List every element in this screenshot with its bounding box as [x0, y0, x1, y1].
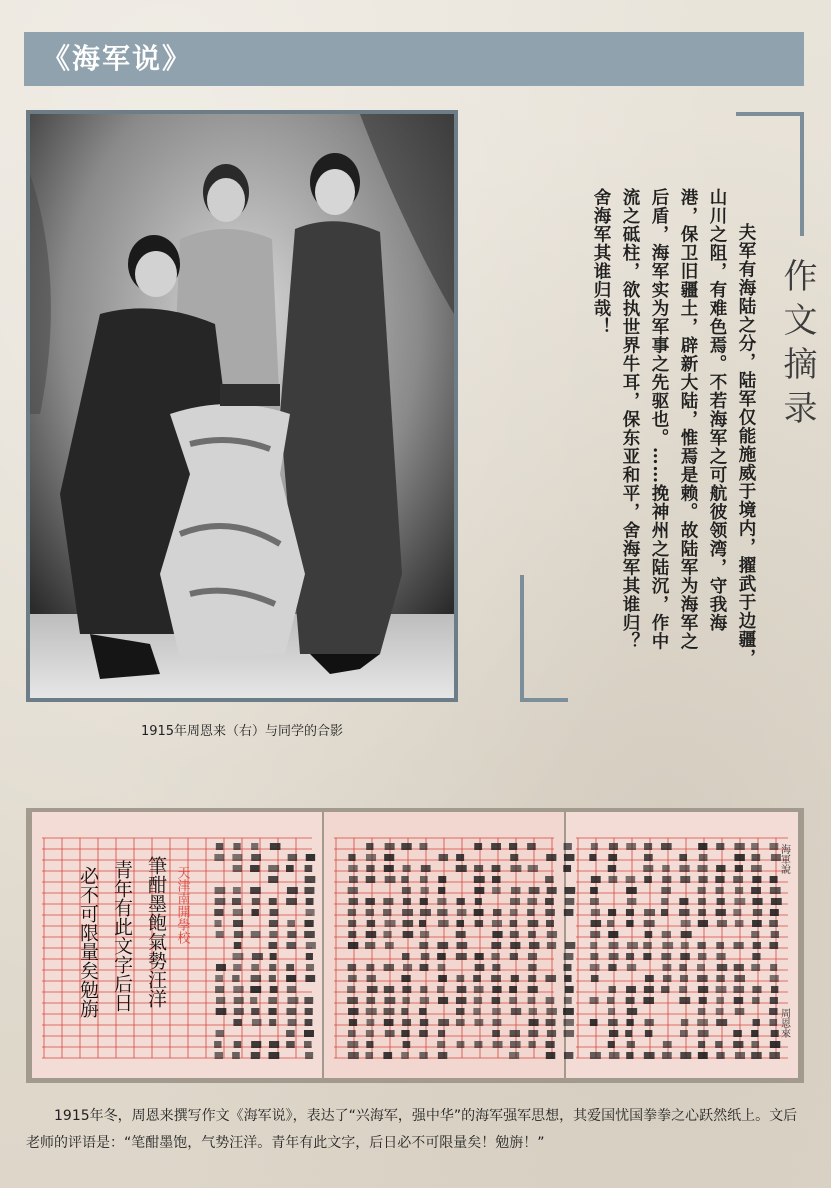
author-mark: 周恩來 — [778, 1008, 790, 1038]
photo-image — [30, 114, 454, 698]
historical-photo — [26, 110, 458, 702]
teacher-comment-2: 青年有此文字后日 — [111, 860, 133, 1012]
school-mark: 天津南開學校 — [174, 866, 190, 944]
essay-title-mark: 海軍說 — [778, 844, 790, 874]
photo-caption: 1915年周恩来（右）与同学的合影 — [140, 724, 344, 739]
teacher-comment-3: 必不可限量矣勉旃 — [77, 866, 99, 1018]
page-title: 《海军说》 — [42, 42, 193, 75]
essay-excerpt: 夫军有海陆之分，陆军仅能施威于境内，擢武于边疆，山川之阻，有难色焉。不若海军之可航彼领湾，守我海港，保卫旧疆土，辟新大陆，惟焉是赖。故陆军为海军之后盾，海军实为军事之先驱也。……挽神州之陆沉，作中流之砥柱，欲执世界牛耳，保东亚和平，舍海军其谁归？舍海军其谁归哉！ — [591, 188, 756, 667]
teacher-comment-1: 筆酣墨飽氣勢汪洋 — [145, 856, 167, 1008]
manuscript-image — [26, 808, 804, 1083]
footer-description: 1915年冬，周恩来撰写作文《海军说》，表达了“兴海军，强中华”的海军强军思想，其爱国忧国拳拳之心跃然纸上。文后老师的评语是：“笔酣墨饱，气势汪洋。青年有此文字，后日必不可限量矣！勉旃！” — [26, 1108, 798, 1151]
section-label: 作文摘录 — [777, 258, 817, 434]
